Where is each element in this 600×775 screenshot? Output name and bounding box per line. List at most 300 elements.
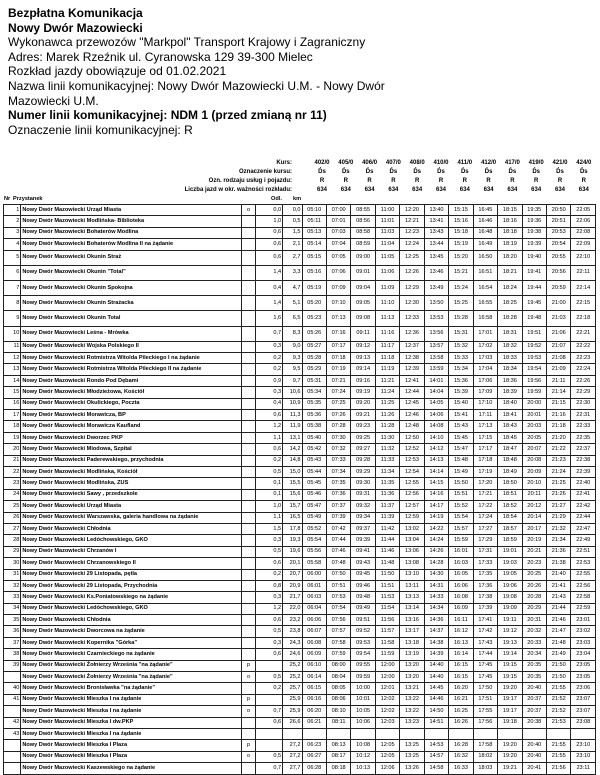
departure-time: 07:59: [326, 649, 350, 660]
departure-time: 17:19: [473, 466, 497, 477]
departure-time: 06:16: [302, 694, 326, 705]
departure-time: 12:20: [400, 205, 424, 216]
departure-time: 12:39: [400, 364, 424, 375]
departure-time: 20:00: [522, 398, 546, 409]
stop-number: 5: [4, 250, 21, 265]
departure-time: 11:16: [375, 326, 399, 341]
departure-time: 21:55: [547, 751, 571, 762]
departure-time: 15:40: [449, 398, 473, 409]
departure-time: 16:58: [473, 311, 497, 326]
stop-name: Nowy Dwór Mazowiecki Modlińska- Biblioteka: [21, 216, 242, 227]
departure-time: 08:18: [326, 763, 350, 774]
departure-time: 07:06: [326, 265, 350, 280]
departure-time: 15:36: [449, 375, 473, 386]
stop-distance: 0,1: [255, 489, 283, 500]
stop-distance: [255, 728, 283, 739]
departure-time: 07:21: [326, 375, 350, 386]
departure-time: 05:14: [302, 239, 326, 250]
table-row: [4, 626, 596, 637]
trip-count-9: 634: [531, 187, 542, 193]
table-row: [4, 672, 596, 683]
departure-time: 20:17: [522, 523, 546, 534]
departure-time: 22:58: [571, 592, 596, 603]
departure-time: 22:22: [571, 341, 596, 352]
departure-time: 05:11: [302, 216, 326, 227]
stop-km: 11,3: [283, 410, 302, 421]
service-type-5: R: [438, 178, 444, 184]
departure-time: 18:16: [498, 216, 522, 227]
stop-km: 10,6: [283, 387, 302, 398]
departure-time: 06:21: [302, 717, 326, 728]
stop-name: Nowy Dwór Mazowiecki Morawicza Kaufland: [21, 421, 242, 432]
course-number-2: 406/0: [362, 160, 378, 166]
stop-name: Nowy Dwór Mazowiecki Mieszka I dw.PKP: [21, 717, 242, 728]
stop-km: 24,3: [283, 637, 302, 648]
departure-time: 23:05: [571, 672, 596, 683]
validity-line: Rozkład jazdy obowiązuje od 01.02.2021: [8, 64, 227, 79]
table-row: [4, 387, 596, 398]
departure-time: 06:23: [302, 740, 326, 751]
stop-distance: 0,6: [255, 250, 283, 265]
departure-time: 15:18: [449, 227, 473, 238]
stop-distance: [255, 740, 283, 751]
stop-name: Nowy Dwór Mazowiecki Dworcowa na żądanie: [21, 626, 242, 637]
departure-time: 05:36: [302, 410, 326, 421]
departure-time: 19:38: [522, 227, 546, 238]
stop-name: Nowy Dwór Mazowiecki Modlińska, ZUS: [21, 478, 242, 489]
departure-time: 14:45: [424, 683, 448, 694]
stop-flag: [242, 398, 255, 409]
stop-flag: [242, 353, 255, 364]
departure-time: 21:27: [547, 501, 571, 512]
departure-time: 17:33: [473, 558, 497, 569]
stop-km: 10,9: [283, 398, 302, 409]
departure-time: 17:38: [473, 592, 497, 603]
departure-time: 12:25: [400, 250, 424, 265]
trip-count-4: 634: [412, 187, 423, 193]
departure-time: 14:36: [424, 615, 448, 626]
departure-time: 21:40: [547, 569, 571, 580]
stop-name: Nowy Dwór Mazowiecki Leśna - Mrówka: [21, 326, 242, 341]
trip-count-8: 634: [507, 187, 518, 193]
departure-time: 19:15: [498, 672, 522, 683]
departure-time: 14:24: [424, 535, 448, 546]
departure-time: 13:11: [400, 580, 424, 591]
departure-time: 22:09: [571, 239, 596, 250]
departure-time: 17:15: [473, 432, 497, 443]
departure-time: 12:00: [375, 660, 399, 671]
departure-time: 18:28: [498, 311, 522, 326]
departure-time: 15:48: [449, 455, 473, 466]
departure-time: 11:13: [375, 311, 399, 326]
service-type-3: R: [391, 178, 396, 184]
stop-km: 19,3: [283, 535, 302, 546]
departure-time: 09:59: [351, 672, 375, 683]
course-designation-4: D́s: [413, 169, 422, 175]
stop-flag: [242, 637, 255, 648]
departure-time: 18:21: [498, 265, 522, 280]
stop-km: 0,5: [283, 216, 302, 227]
departure-time: 14:15: [424, 478, 448, 489]
stop-name: Nowy Dwór Mazowiecki Modlińska, Kościół: [21, 466, 242, 477]
departure-time: 17:13: [473, 421, 497, 432]
stop-name: Nowy Dwór Mazowiecki Ledóchowskiego, GKO: [21, 603, 242, 614]
departure-time: 19:48: [522, 311, 546, 326]
departure-time: 17:27: [473, 523, 497, 534]
course-number-9: 419/0: [528, 160, 544, 166]
departure-time: 09:55: [351, 660, 375, 671]
stop-name: Nowy Dwór Mazowiecki Urząd Miasta: [21, 501, 242, 512]
stop-flag: [242, 489, 255, 500]
departure-time: 10:00: [351, 683, 375, 694]
course-number-11: 424/0: [576, 160, 592, 166]
departure-time: 09:12: [351, 341, 375, 352]
table-row: [4, 592, 596, 603]
departure-time: 21:38: [547, 558, 571, 569]
table-row: [4, 512, 596, 523]
stop-number: 1: [4, 205, 21, 216]
departure-time: 06:08: [302, 637, 326, 648]
table-row: [4, 410, 596, 421]
departure-time: 13:53: [424, 311, 448, 326]
departure-time: 08:58: [351, 227, 375, 238]
departure-time: 16:54: [473, 280, 497, 295]
departure-time: 19:44: [522, 280, 546, 295]
departure-time: 15:59: [449, 535, 473, 546]
departure-time: 09:23: [351, 421, 375, 432]
departure-time: 19:05: [498, 569, 522, 580]
stop-number: 25: [4, 501, 21, 512]
stop-km: 27,7: [283, 763, 302, 774]
departure-time: 19:18: [498, 717, 522, 728]
stop-km: 15,7: [283, 501, 302, 512]
stop-name: Nowy Dwór Mazowiecki Ledóchowskiego, GKO: [21, 535, 242, 546]
table-row: [4, 569, 596, 580]
departure-time: 13:40: [424, 205, 448, 216]
stop-km: [283, 728, 302, 739]
stop-name: Nowy Dwór Mazowiecki Paderewskiego, przychodnia: [21, 455, 242, 466]
departure-time: 21:29: [547, 512, 571, 523]
departure-time: 13:20: [400, 660, 424, 671]
departure-time: 14:40: [424, 660, 448, 671]
stop-distance: 0,6: [255, 410, 283, 421]
table-row: [4, 763, 596, 774]
departure-time: 11:10: [375, 296, 399, 311]
departure-time: 22:29: [571, 387, 596, 398]
stop-km: 9,0: [283, 341, 302, 352]
departure-time: 05:13: [302, 227, 326, 238]
stop-number: 24: [4, 489, 21, 500]
stop-flag: [242, 626, 255, 637]
stop-flag: [242, 444, 255, 455]
departure-time: 11:17: [375, 341, 399, 352]
stop-number: 11: [4, 341, 21, 352]
stop-distance: 0,4: [255, 280, 283, 295]
departure-time: 13:22: [400, 694, 424, 705]
departure-time: 14:13: [424, 455, 448, 466]
departure-time: 20:38: [522, 717, 546, 728]
departure-time: 12:48: [400, 421, 424, 432]
departure-time: 17:55: [473, 706, 497, 717]
stop-distance: 0,3: [255, 535, 283, 546]
address-line: Adres: Marek Rzeźnik ul. Cyranowska 129 39-300 Mielec: [8, 49, 313, 64]
stop-km: 17,8: [283, 523, 302, 534]
departure-time: 09:41: [351, 546, 375, 557]
departure-time: 16:33: [449, 763, 473, 774]
table-row: [4, 660, 596, 671]
stop-flag: o: [242, 706, 255, 717]
departure-time: 07:26: [326, 410, 350, 421]
departure-time: 11:44: [375, 535, 399, 546]
service-type-8: R: [510, 178, 515, 184]
stop-distance: 0,6: [255, 717, 283, 728]
table-row: [4, 615, 596, 626]
departure-time: 09:37: [351, 523, 375, 534]
stop-number: 37: [4, 637, 21, 648]
stop-number: 38: [4, 649, 21, 660]
departure-time: 22:38: [571, 455, 596, 466]
departure-time: 19:20: [498, 740, 522, 751]
departure-time: 05:49: [302, 512, 326, 523]
departure-time: 16:28: [449, 740, 473, 751]
stop-distance: 1,0: [255, 216, 283, 227]
departure-time: 14:39: [424, 649, 448, 660]
stop-distance: 0,2: [255, 364, 283, 375]
stop-km: 5,1: [283, 296, 302, 311]
departure-time: 21:25: [547, 478, 571, 489]
stop-name: Nowy Dwór Mazowiecki Sawy , przedszkole: [21, 489, 242, 500]
departure-time: 06:03: [302, 592, 326, 603]
stop-number: 36: [4, 626, 21, 637]
col-km: km: [293, 196, 302, 202]
departure-time: 14:22: [424, 523, 448, 534]
stop-number: 19: [4, 432, 21, 443]
meta-rodzaj-row: [3, 177, 597, 186]
departure-time: 19:15: [498, 660, 522, 671]
departure-time: 05:43: [302, 455, 326, 466]
departure-time: 23:07: [571, 694, 596, 705]
departure-time: 11:00: [375, 205, 399, 216]
departure-time: 09:05: [351, 296, 375, 311]
departure-time: 20:11: [522, 489, 546, 500]
departure-time: 20:31: [522, 615, 546, 626]
departure-time: 17:29: [473, 535, 497, 546]
stop-number: 28: [4, 535, 21, 546]
departure-time: 17:58: [473, 740, 497, 751]
departure-time: 08:04: [326, 672, 350, 683]
departure-time: 21:15: [547, 398, 571, 409]
course-number-6: 411/0: [457, 160, 473, 166]
departure-time: 12:54: [400, 466, 424, 477]
departure-time: 05:20: [302, 296, 326, 311]
departure-time: 22:49: [571, 535, 596, 546]
stop-number: 2: [4, 216, 21, 227]
departure-time: 20:59: [547, 280, 571, 295]
table-row: [4, 546, 596, 557]
departure-time: 15:33: [449, 353, 473, 364]
trip-count-6: 634: [459, 187, 470, 193]
stop-flag: [242, 410, 255, 421]
stop-number: 23: [4, 478, 21, 489]
meta-kurs-row: [3, 159, 597, 168]
course-designation-0: D́s: [318, 169, 326, 175]
stop-km: 24,6: [283, 649, 302, 660]
departure-time: 05:38: [302, 421, 326, 432]
departure-time: 11:36: [375, 489, 399, 500]
table-row: [4, 751, 596, 762]
departure-time: 11:50: [375, 569, 399, 580]
departure-time: 17:11: [473, 410, 497, 421]
departure-time: 22:44: [571, 512, 596, 523]
stop-km: 27,2: [283, 740, 302, 751]
service-type-10: R: [557, 178, 563, 184]
stop-flag: [242, 763, 255, 774]
departure-time: 11:57: [375, 626, 399, 637]
stop-distance: 0,2: [255, 683, 283, 694]
departure-time: 12:01: [375, 683, 399, 694]
departure-time: 09:30: [351, 478, 375, 489]
departure-time: 18:31: [498, 326, 522, 341]
trip-count-2: 634: [364, 187, 375, 193]
course-designation-11: D́s: [579, 169, 588, 175]
departure-time: 23:06: [571, 683, 596, 694]
stop-name: Nowy Dwór Mazowiecki Żołnierzy Września "na żądanie": [21, 672, 242, 683]
departure-time: 05:27: [302, 341, 326, 352]
departure-time: 05:56: [302, 546, 326, 557]
stop-km: 8,3: [283, 326, 302, 341]
stop-number: 9: [4, 311, 21, 326]
departure-time: 20:35: [522, 672, 546, 683]
departure-time: 09:45: [351, 569, 375, 580]
departure-time: 13:57: [424, 341, 448, 352]
stop-flag: [242, 466, 255, 477]
departure-time: 12:36: [400, 326, 424, 341]
departure-time: [498, 728, 522, 739]
stop-number: [4, 751, 21, 762]
departure-time: 20:50: [547, 205, 571, 216]
departure-time: 15:19: [449, 239, 473, 250]
departure-time: 11:48: [375, 558, 399, 569]
departure-time: 12:24: [400, 239, 424, 250]
stop-number: 32: [4, 580, 21, 591]
departure-time: 13:22: [400, 706, 424, 717]
departure-time: 21:53: [547, 717, 571, 728]
departure-time: 11:21: [375, 375, 399, 386]
departure-time: 21:23: [547, 455, 571, 466]
table-row: [4, 558, 596, 569]
stop-number: 31: [4, 569, 21, 580]
stop-distance: [255, 660, 283, 671]
departure-time: 20:10: [522, 478, 546, 489]
departure-time: [375, 728, 399, 739]
departure-time: 20:37: [522, 694, 546, 705]
departure-time: 08:05: [326, 683, 350, 694]
departure-time: 11:06: [375, 265, 399, 280]
stop-name: Nowy Dwór Mazowiecki Rotmistrza Witolda Pileckiego I na żądanie: [21, 353, 242, 364]
stop-distance: 0,6: [255, 227, 283, 238]
departure-time: 05:40: [302, 432, 326, 443]
departure-time: 21:09: [547, 364, 571, 375]
departure-time: 14:37: [424, 626, 448, 637]
stop-name: Nowy Dwór Mazowiecki Mieszka I na żądanie: [21, 706, 242, 717]
departure-time: 05:19: [302, 280, 326, 295]
stop-name: Nowy Dwór Mazowiecki Wojska Polskiego II: [21, 341, 242, 352]
line-name: Nazwa linii komunikacyjnej: Nowy Dwór Mazowiecki U.M. - Nowy Dwór: [8, 78, 385, 93]
departure-time: 22:55: [571, 569, 596, 580]
stop-name: Nowy Dwór Mazowiecki Okunin Straż: [21, 250, 242, 265]
table-row: [4, 432, 596, 443]
departure-time: 19:36: [522, 216, 546, 227]
departure-time: 19:11: [498, 615, 522, 626]
stop-km: 11,9: [283, 421, 302, 432]
departure-time: 20:35: [522, 660, 546, 671]
departure-time: 14:04: [424, 387, 448, 398]
departure-time: 09:27: [351, 444, 375, 455]
stop-distance: 0,6: [255, 239, 283, 250]
stop-number: 39: [4, 660, 21, 671]
stop-name: Nowy Dwór Mazowiecki Mieszka I Plaza: [21, 751, 242, 762]
departure-time: 15:15: [449, 205, 473, 216]
course-designation-1: D́s: [341, 169, 350, 175]
departure-time: 20:25: [522, 569, 546, 580]
departure-time: 12:00: [375, 672, 399, 683]
departure-time: 22:53: [571, 558, 596, 569]
departure-time: 07:48: [326, 558, 350, 569]
departure-time: 12:23: [400, 227, 424, 238]
departure-time: 07:37: [326, 501, 350, 512]
departure-time: 06:20: [302, 706, 326, 717]
table-row: [4, 398, 596, 409]
departure-time: 07:50: [326, 569, 350, 580]
departure-time: 08:17: [326, 751, 350, 762]
departure-time: 21:00: [547, 296, 571, 311]
line-number: Numer linii komunikacyjnej: NDM 1 (przed zmianą nr 11): [8, 108, 327, 123]
departure-time: 09:32: [351, 501, 375, 512]
departure-time: 13:56: [424, 326, 448, 341]
table-row: [4, 501, 596, 512]
departure-time: 20:07: [522, 444, 546, 455]
departure-time: 06:00: [302, 569, 326, 580]
departure-time: 18:33: [498, 353, 522, 364]
departure-time: 09:13: [351, 353, 375, 364]
stop-flag: [242, 227, 255, 238]
departure-time: 22:31: [571, 410, 596, 421]
table-row: [4, 421, 596, 432]
departure-time: 07:53: [326, 592, 350, 603]
departure-time: 14:19: [424, 512, 448, 523]
stop-name: Nowy Dwór Mazowiecki Okunin "Total": [21, 265, 242, 280]
stop-name: Nowy Dwór Mazowiecki Mieszka I na żądanie: [21, 728, 242, 739]
departure-time: 17:56: [473, 717, 497, 728]
departure-time: 08:06: [326, 694, 350, 705]
departure-time: 15:54: [449, 512, 473, 523]
stop-name: Nowy Dwór Mazowiecki 29 Listopada, Przychodnia: [21, 580, 242, 591]
stop-number: [4, 672, 21, 683]
service-type-2: R: [367, 178, 372, 184]
departure-time: 15:43: [449, 421, 473, 432]
departure-time: 20:56: [547, 265, 571, 280]
departure-time: 13:08: [400, 558, 424, 569]
departure-time: 07:33: [326, 455, 350, 466]
departure-time: 19:20: [498, 751, 522, 762]
departure-time: 05:42: [302, 444, 326, 455]
departure-time: 14:40: [424, 672, 448, 683]
stop-distance: 0,9: [255, 375, 283, 386]
departure-time: 07:25: [326, 398, 350, 409]
table-row: [4, 375, 596, 386]
departure-time: 14:08: [424, 421, 448, 432]
table-row: [4, 326, 596, 341]
